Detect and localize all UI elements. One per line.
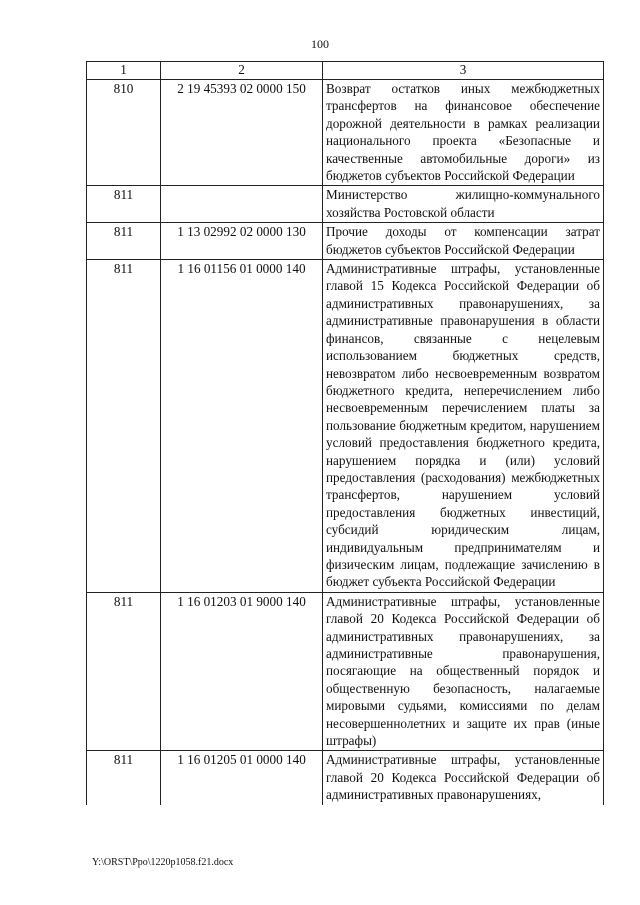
description-cell: Министерство жилищно-коммунального хозяйства Ростовской области: [323, 186, 604, 223]
revenue-code-cell: [161, 186, 323, 223]
table-row: [87, 80, 604, 186]
revenue-code-cell: 1 13 02992 02 0000 130: [161, 223, 323, 260]
header-col-3: 3: [323, 62, 604, 80]
revenue-code-cell: 1 16 01203 01 9000 140: [161, 592, 323, 751]
table-row: [87, 751, 604, 805]
description-cell: Административные штрафы, установленные главой 15 Кодекса Российской Федерации об административных правонарушениях, за административные правонарушения в области финансов, связанные с нецелевым использованием бюджетных средств, невозвратом либо несвоевременным возвратом бюджетного кредита, неперечислением либо несвоевременным перечислением платы за пользование бюджетным кредитом, нарушением условий предоставления бюджетного кредита, нарушением порядка и (или) условий предоставления (расходования) межбюджетных трансфертов, нарушением условий предоставления бюджетных инвестиций, субсидий юридическим лицам, индивидуальным предпринимателям и физическим лицам, подлежащие зачислению в бюджет субъекта Российской Федерации: [323, 260, 604, 593]
table-row: [87, 223, 604, 260]
table-row: [87, 260, 604, 593]
revenue-code-cell: 1 16 01156 01 0000 140: [161, 260, 323, 593]
header-col-1: 1: [87, 62, 161, 80]
description-cell: Возврат остатков иных межбюджетных трансфертов на финансовое обеспечение дорожной деятельности в рамках реализации национального проекта «Безопасные и качественные автомобильные дороги» из бюджетов субъектов Российской Федерации: [323, 80, 604, 186]
description-cell: Административные штрафы, установленные главой 20 Кодекса Российской Федерации об административных правонарушениях,: [323, 751, 604, 805]
revenue-code-cell: 2 19 45393 02 0000 150: [161, 80, 323, 186]
table-header-row: [87, 62, 604, 80]
admin-code-cell: 811: [87, 260, 161, 593]
revenue-code-cell: 1 16 01205 01 0000 140: [161, 751, 323, 805]
table-row: [87, 186, 604, 223]
admin-code-cell: 811: [87, 592, 161, 751]
admin-code-cell: 811: [87, 186, 161, 223]
admin-code-cell: 810: [87, 80, 161, 186]
footer-file-path: Y:\ORST\Ppo\1220p1058.f21.docx: [92, 857, 234, 868]
description-cell: Административные штрафы, установленные главой 20 Кодекса Российской Федерации об административных правонарушениях, за административные правонарушения, посягающие на общественный порядок и общественную безопасность, налагаемые мировыми судьями, комиссиями по делам несовершеннолетних и защите их прав (иные штрафы): [323, 592, 604, 751]
budget-classification-table: [86, 61, 604, 805]
admin-code-cell: 811: [87, 223, 161, 260]
header-col-2: 2: [161, 62, 323, 80]
description-cell: Прочие доходы от компенсации затрат бюджетов субъектов Российской Федерации: [323, 223, 604, 260]
table-row: [87, 592, 604, 751]
page-number: 100: [311, 37, 329, 51]
admin-code-cell: 811: [87, 751, 161, 805]
